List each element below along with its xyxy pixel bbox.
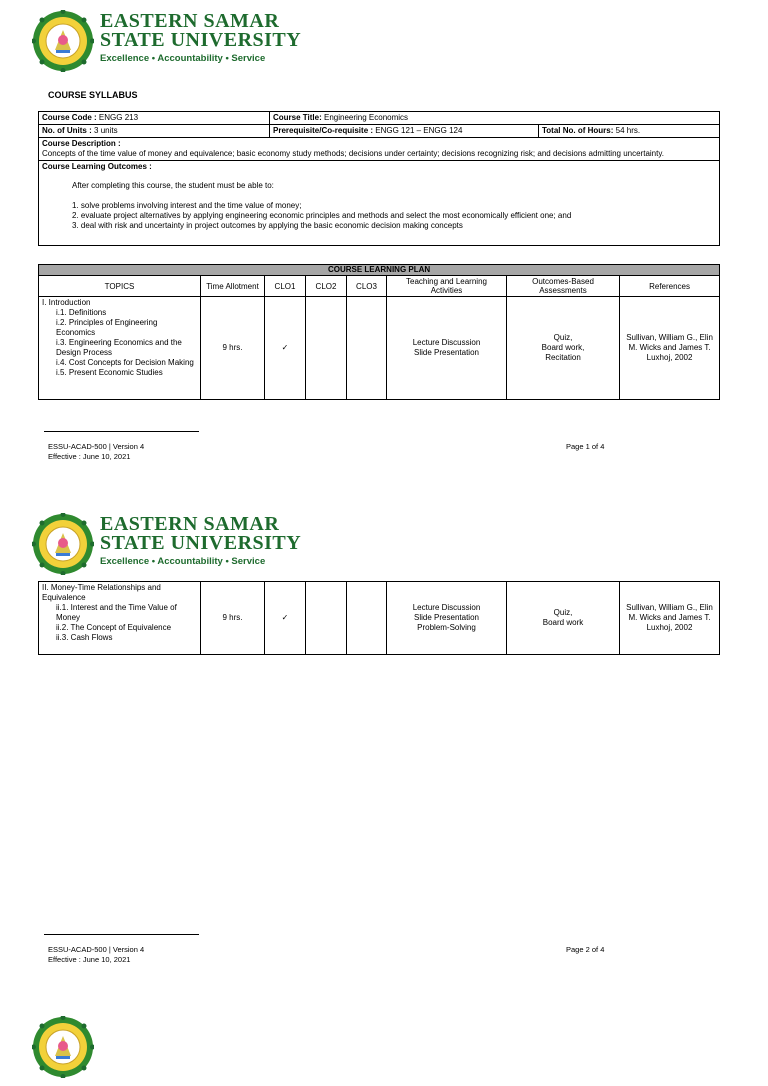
page-footer: [48, 945, 144, 965]
col-assessments: Outcomes-Based Assessments: [507, 276, 620, 297]
footer-rule: [44, 431, 199, 432]
course-code-label: Course Code :: [42, 113, 97, 122]
hours-value: 54 hrs.: [615, 126, 641, 135]
description-label: Course Description :: [42, 139, 121, 148]
subtopic: i.3. Engineering Economics and the Design Process: [56, 338, 182, 357]
learning-plan-table-continued: [38, 581, 720, 655]
subtopic: ii.1. Interest and the Time Value of Money: [56, 603, 177, 622]
topic-cell: [39, 582, 201, 655]
course-code-cell: [39, 112, 270, 125]
outcome-item: 1. solve problems involving interest and the time value of money;: [72, 201, 302, 210]
col-clo1: CLO1: [265, 276, 306, 297]
footer-effective-date: Effective : June 10, 2021: [48, 452, 131, 461]
footer-doc-code: ESSU-ACAD-500 | Version 4: [48, 945, 145, 954]
university-header: [30, 511, 302, 583]
assessment-item: Quiz,: [553, 333, 573, 342]
course-info-table: [38, 111, 720, 246]
footer-doc-code: ESSU-ACAD-500 | Version 4: [48, 442, 145, 451]
document-title: COURSE SYLLABUS: [48, 90, 138, 100]
clo3-cell: [347, 297, 387, 400]
course-title-value: Engineering Economics: [323, 113, 409, 122]
outcome-item: 3. deal with risk and uncertainty in project outcomes by applying the basic economic decision making concepts: [72, 221, 463, 230]
course-code-value: ENGG 213: [98, 113, 139, 122]
table-row: [39, 297, 720, 400]
activities-cell: [387, 582, 507, 655]
col-clo2: CLO2: [306, 276, 347, 297]
activities-cell: [387, 297, 507, 400]
university-header: [30, 1014, 260, 1086]
clo2-cell: [306, 582, 347, 655]
assessment-item: Board work: [542, 618, 584, 627]
university-seal-icon: [32, 513, 94, 575]
assessment-item: Board work,: [541, 343, 585, 352]
plan-title: COURSE LEARNING PLAN: [39, 265, 720, 276]
units-label: No. of Units :: [42, 126, 92, 135]
clo1-check: ✓: [265, 582, 306, 655]
footer-effective-date: Effective : June 10, 2021: [48, 955, 131, 964]
hours-cell: [539, 125, 720, 138]
col-activities: Teaching and Learning Activities: [387, 276, 507, 297]
units-cell: [39, 125, 270, 138]
col-references: References: [620, 276, 720, 297]
subtopic: i.5. Present Economic Studies: [56, 368, 163, 377]
assessments-cell: [507, 297, 620, 400]
learning-plan-table: [38, 264, 720, 400]
outcomes-intro: After completing this course, the student must be able to:: [72, 181, 274, 190]
university-tagline: Excellence • Accountability • Service: [100, 556, 266, 567]
university-name-line2: STATE UNIVERSITY: [100, 29, 302, 51]
page-footer: [48, 442, 144, 462]
topic-heading: I. Introduction: [42, 298, 91, 307]
units-value: 3 units: [94, 126, 118, 135]
page-number: Page 1 of 4: [566, 442, 605, 451]
subtopic: ii.3. Cash Flows: [56, 633, 113, 642]
outcomes-label: Course Learning Outcomes :: [42, 162, 152, 171]
subtopic: i.2. Principles of Engineering Economics: [56, 318, 158, 337]
col-time: Time Allotment: [201, 276, 265, 297]
table-row: [39, 582, 720, 655]
description-text: Concepts of the time value of money and equivalence; basic economy study methods; decisions under certainty; decisions recognizing risk; and decisions admitting uncertainty.: [42, 149, 664, 158]
university-tagline: Excellence • Accountability • Service: [100, 53, 266, 64]
footer-rule: [44, 934, 199, 935]
subtopic: i.4. Cost Concepts for Decision Making: [56, 358, 194, 367]
course-title-cell: [270, 112, 720, 125]
references-cell: Sullivan, William G., Elin M. Wicks and James T. Luxhoj, 2002: [620, 582, 720, 655]
col-topics: TOPICS: [39, 276, 201, 297]
clo3-cell: [347, 582, 387, 655]
outcome-item: 2. evaluate project alternatives by applying engineering economic principles and methods and select the most economically efficient one; and: [72, 211, 572, 220]
university-seal-icon: [32, 1016, 94, 1078]
course-title-label: Course Title:: [273, 113, 322, 122]
subtopic: ii.2. The Concept of Equivalence: [56, 623, 172, 632]
activity-item: Lecture Discussion: [412, 338, 481, 347]
subtopic: i.1. Definitions: [56, 308, 107, 317]
university-seal-icon: [32, 10, 94, 72]
col-clo3: CLO3: [347, 276, 387, 297]
university-header: [30, 8, 302, 80]
hours-label: Total No. of Hours:: [542, 126, 614, 135]
university-name-line1: EASTERN SAMAR: [100, 513, 280, 535]
topic-heading: II. Money-Time Relationships and Equivalence: [42, 583, 161, 602]
assessments-cell: [507, 582, 620, 655]
time-cell: 9 hrs.: [201, 582, 265, 655]
university-name-line2: STATE UNIVERSITY: [100, 532, 302, 554]
outcomes-cell: [39, 161, 720, 246]
page-number: Page 2 of 4: [566, 945, 605, 954]
clo2-cell: [306, 297, 347, 400]
topic-cell: [39, 297, 201, 400]
time-cell: 9 hrs.: [201, 297, 265, 400]
description-cell: [39, 138, 720, 161]
assessment-item: Quiz,: [553, 608, 573, 617]
clo1-check: ✓: [265, 297, 306, 400]
activity-item: Lecture Discussion: [412, 603, 481, 612]
prereq-cell: [270, 125, 539, 138]
prereq-value: ENGG 121 – ENGG 124: [375, 126, 463, 135]
university-wordmark: [100, 12, 301, 64]
prereq-label: Prerequisite/Co-requisite :: [273, 126, 374, 135]
activity-item: Slide Presentation: [414, 613, 479, 622]
assessment-item: Recitation: [545, 353, 581, 362]
activity-item: Problem-Solving: [417, 623, 476, 632]
university-name-line1: EASTERN SAMAR: [100, 10, 280, 32]
university-wordmark: [100, 515, 301, 567]
activity-item: Slide Presentation: [414, 348, 479, 357]
references-cell: Sullivan, William G., Elin M. Wicks and James T. Luxhoj, 2002: [620, 297, 720, 400]
